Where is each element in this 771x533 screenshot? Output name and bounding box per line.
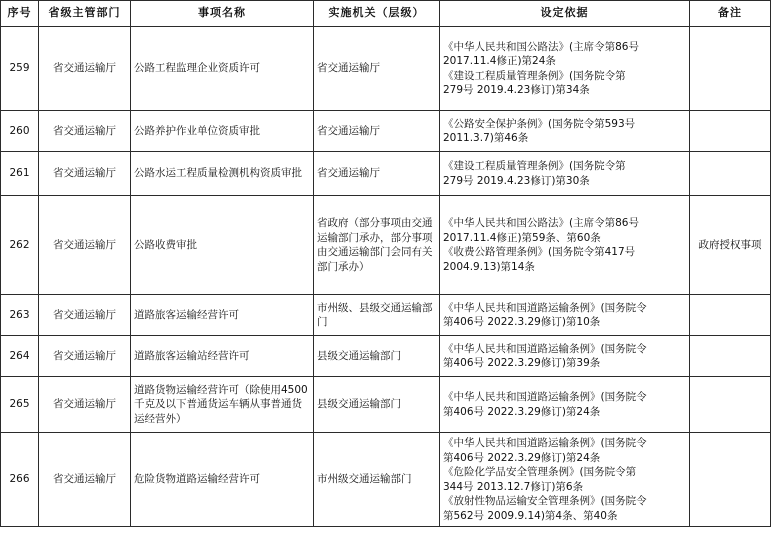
basis-line: 2004.9.13)第14条 <box>443 260 535 273</box>
table-row <box>1 27 771 111</box>
cell-serial-no: 265 <box>1 377 39 433</box>
cell-basis <box>440 377 690 433</box>
cell-dept: 省交通运输厅 <box>39 111 131 152</box>
table-row <box>1 295 771 336</box>
cell-item-name: 公路养护作业单位资质审批 <box>131 111 314 152</box>
cell-dept: 省交通运输厅 <box>39 336 131 377</box>
cell-item-name: 公路水运工程质量检测机构资质审批 <box>131 152 314 196</box>
cell-dept: 省交通运输厅 <box>39 152 131 196</box>
cell-remark <box>690 295 771 336</box>
cell-basis <box>440 111 690 152</box>
basis-line: 《放射性物品运输安全管理条例》(国务院令 <box>443 495 647 507</box>
header-agency: 实施机关（层级） <box>314 1 440 27</box>
basis-line: 《中华人民共和国道路运输条例》(国务院令 <box>443 437 647 449</box>
basis-line: 《建设工程质量管理条例》(国务院令第 <box>443 160 626 172</box>
basis-line: 第406号 2022.3.29修订)第39条 <box>443 357 601 369</box>
cell-remark <box>690 111 771 152</box>
cell-serial-no: 263 <box>1 295 39 336</box>
basis-line: 2017.11.4修正)第59条、第60条 <box>443 231 601 244</box>
cell-basis <box>440 27 690 111</box>
cell-remark: 政府授权事项 <box>690 196 771 295</box>
basis-line: 《建设工程质量管理条例》(国务院令第 <box>443 69 626 82</box>
cell-agency: 省政府（部分事项由交通运输部门承办，部分事项由交通运输部门会同有关部门承办） <box>314 196 440 295</box>
cell-dept: 省交通运输厅 <box>39 27 131 111</box>
cell-item-name: 公路收费审批 <box>131 196 314 295</box>
basis-line: 344号 2013.12.7修订)第6条 <box>443 480 584 493</box>
header-serial-no: 序号 <box>1 1 39 27</box>
table-row <box>1 433 771 527</box>
table-row <box>1 336 771 377</box>
header-item-name: 事项名称 <box>131 1 314 27</box>
header-basis: 设定依据 <box>440 1 690 27</box>
basis-line: 《中华人民共和国道路运输条例》(国务院令 <box>443 342 647 355</box>
basis-line: 《中华人民共和国道路运输条例》(国务院令 <box>443 301 647 314</box>
cell-agency: 省交通运输厅 <box>314 27 440 111</box>
basis-line: 《公路安全保护条例》(国务院令第593号 <box>443 117 636 130</box>
cell-agency: 县级交通运输部门 <box>314 336 440 377</box>
basis-line: 第406号 2022.3.29修订)第10条 <box>443 316 601 328</box>
cell-dept: 省交通运输厅 <box>39 295 131 336</box>
cell-remark <box>690 152 771 196</box>
cell-dept: 省交通运输厅 <box>39 433 131 527</box>
basis-line: 第406号 2022.3.29修订)第24条 <box>443 405 601 418</box>
cell-basis <box>440 152 690 196</box>
basis-line: 2011.3.7)第46条 <box>443 132 529 144</box>
basis-line: 第562号 2009.9.14)第4条、第40条 <box>443 509 618 522</box>
cell-serial-no: 266 <box>1 433 39 527</box>
cell-item-name: 公路工程监理企业资质许可 <box>131 27 314 111</box>
header-remark: 备注 <box>690 1 771 27</box>
basis-line: 第406号 2022.3.29修订)第24条 <box>443 451 601 464</box>
cell-remark <box>690 433 771 527</box>
table-row <box>1 111 771 152</box>
cell-remark <box>690 27 771 111</box>
cell-serial-no: 264 <box>1 336 39 377</box>
cell-remark <box>690 377 771 433</box>
cell-basis <box>440 336 690 377</box>
cell-serial-no: 261 <box>1 152 39 196</box>
basis-line: 《中华人民共和国道路运输条例》(国务院令 <box>443 391 647 403</box>
cell-item-name: 道路旅客运输经营许可 <box>131 295 314 336</box>
basis-line: 《收费公路管理条例》(国务院令第417号 <box>443 246 636 258</box>
table-row <box>1 196 771 295</box>
table-row <box>1 377 771 433</box>
cell-agency: 省交通运输厅 <box>314 111 440 152</box>
cell-agency: 县级交通运输部门 <box>314 377 440 433</box>
cell-agency: 省交通运输厅 <box>314 152 440 196</box>
cell-basis <box>440 433 690 527</box>
cell-serial-no: 259 <box>1 27 39 111</box>
cell-remark <box>690 336 771 377</box>
cell-agency: 市州级交通运输部门 <box>314 433 440 527</box>
basis-line: 2017.11.4修正)第24条 <box>443 55 556 67</box>
cell-dept: 省交通运输厅 <box>39 196 131 295</box>
basis-line: 279号 2019.4.23修订)第34条 <box>443 84 590 96</box>
cell-serial-no: 260 <box>1 111 39 152</box>
header-dept: 省级主管部门 <box>39 1 131 27</box>
table-header-row <box>1 1 771 27</box>
basis-line: 279号 2019.4.23修订)第30条 <box>443 174 590 187</box>
cell-dept: 省交通运输厅 <box>39 377 131 433</box>
cell-item-name: 危险货物道路运输经营许可 <box>131 433 314 527</box>
cell-serial-no: 262 <box>1 196 39 295</box>
basis-line: 《中华人民共和国公路法》(主席令第86号 <box>443 217 639 229</box>
cell-basis <box>440 295 690 336</box>
basis-line: 《危险化学品安全管理条例》(国务院令第 <box>443 466 637 478</box>
cell-agency: 市州级、县级交通运输部门 <box>314 295 440 336</box>
basis-line: 《中华人民共和国公路法》(主席令第86号 <box>443 40 639 53</box>
table-row <box>1 152 771 196</box>
cell-item-name: 道路货物运输经营许可（除使用4500千克及以下普通货运车辆从事普通货运经营外） <box>131 377 314 433</box>
cell-item-name: 道路旅客运输站经营许可 <box>131 336 314 377</box>
cell-basis <box>440 196 690 295</box>
